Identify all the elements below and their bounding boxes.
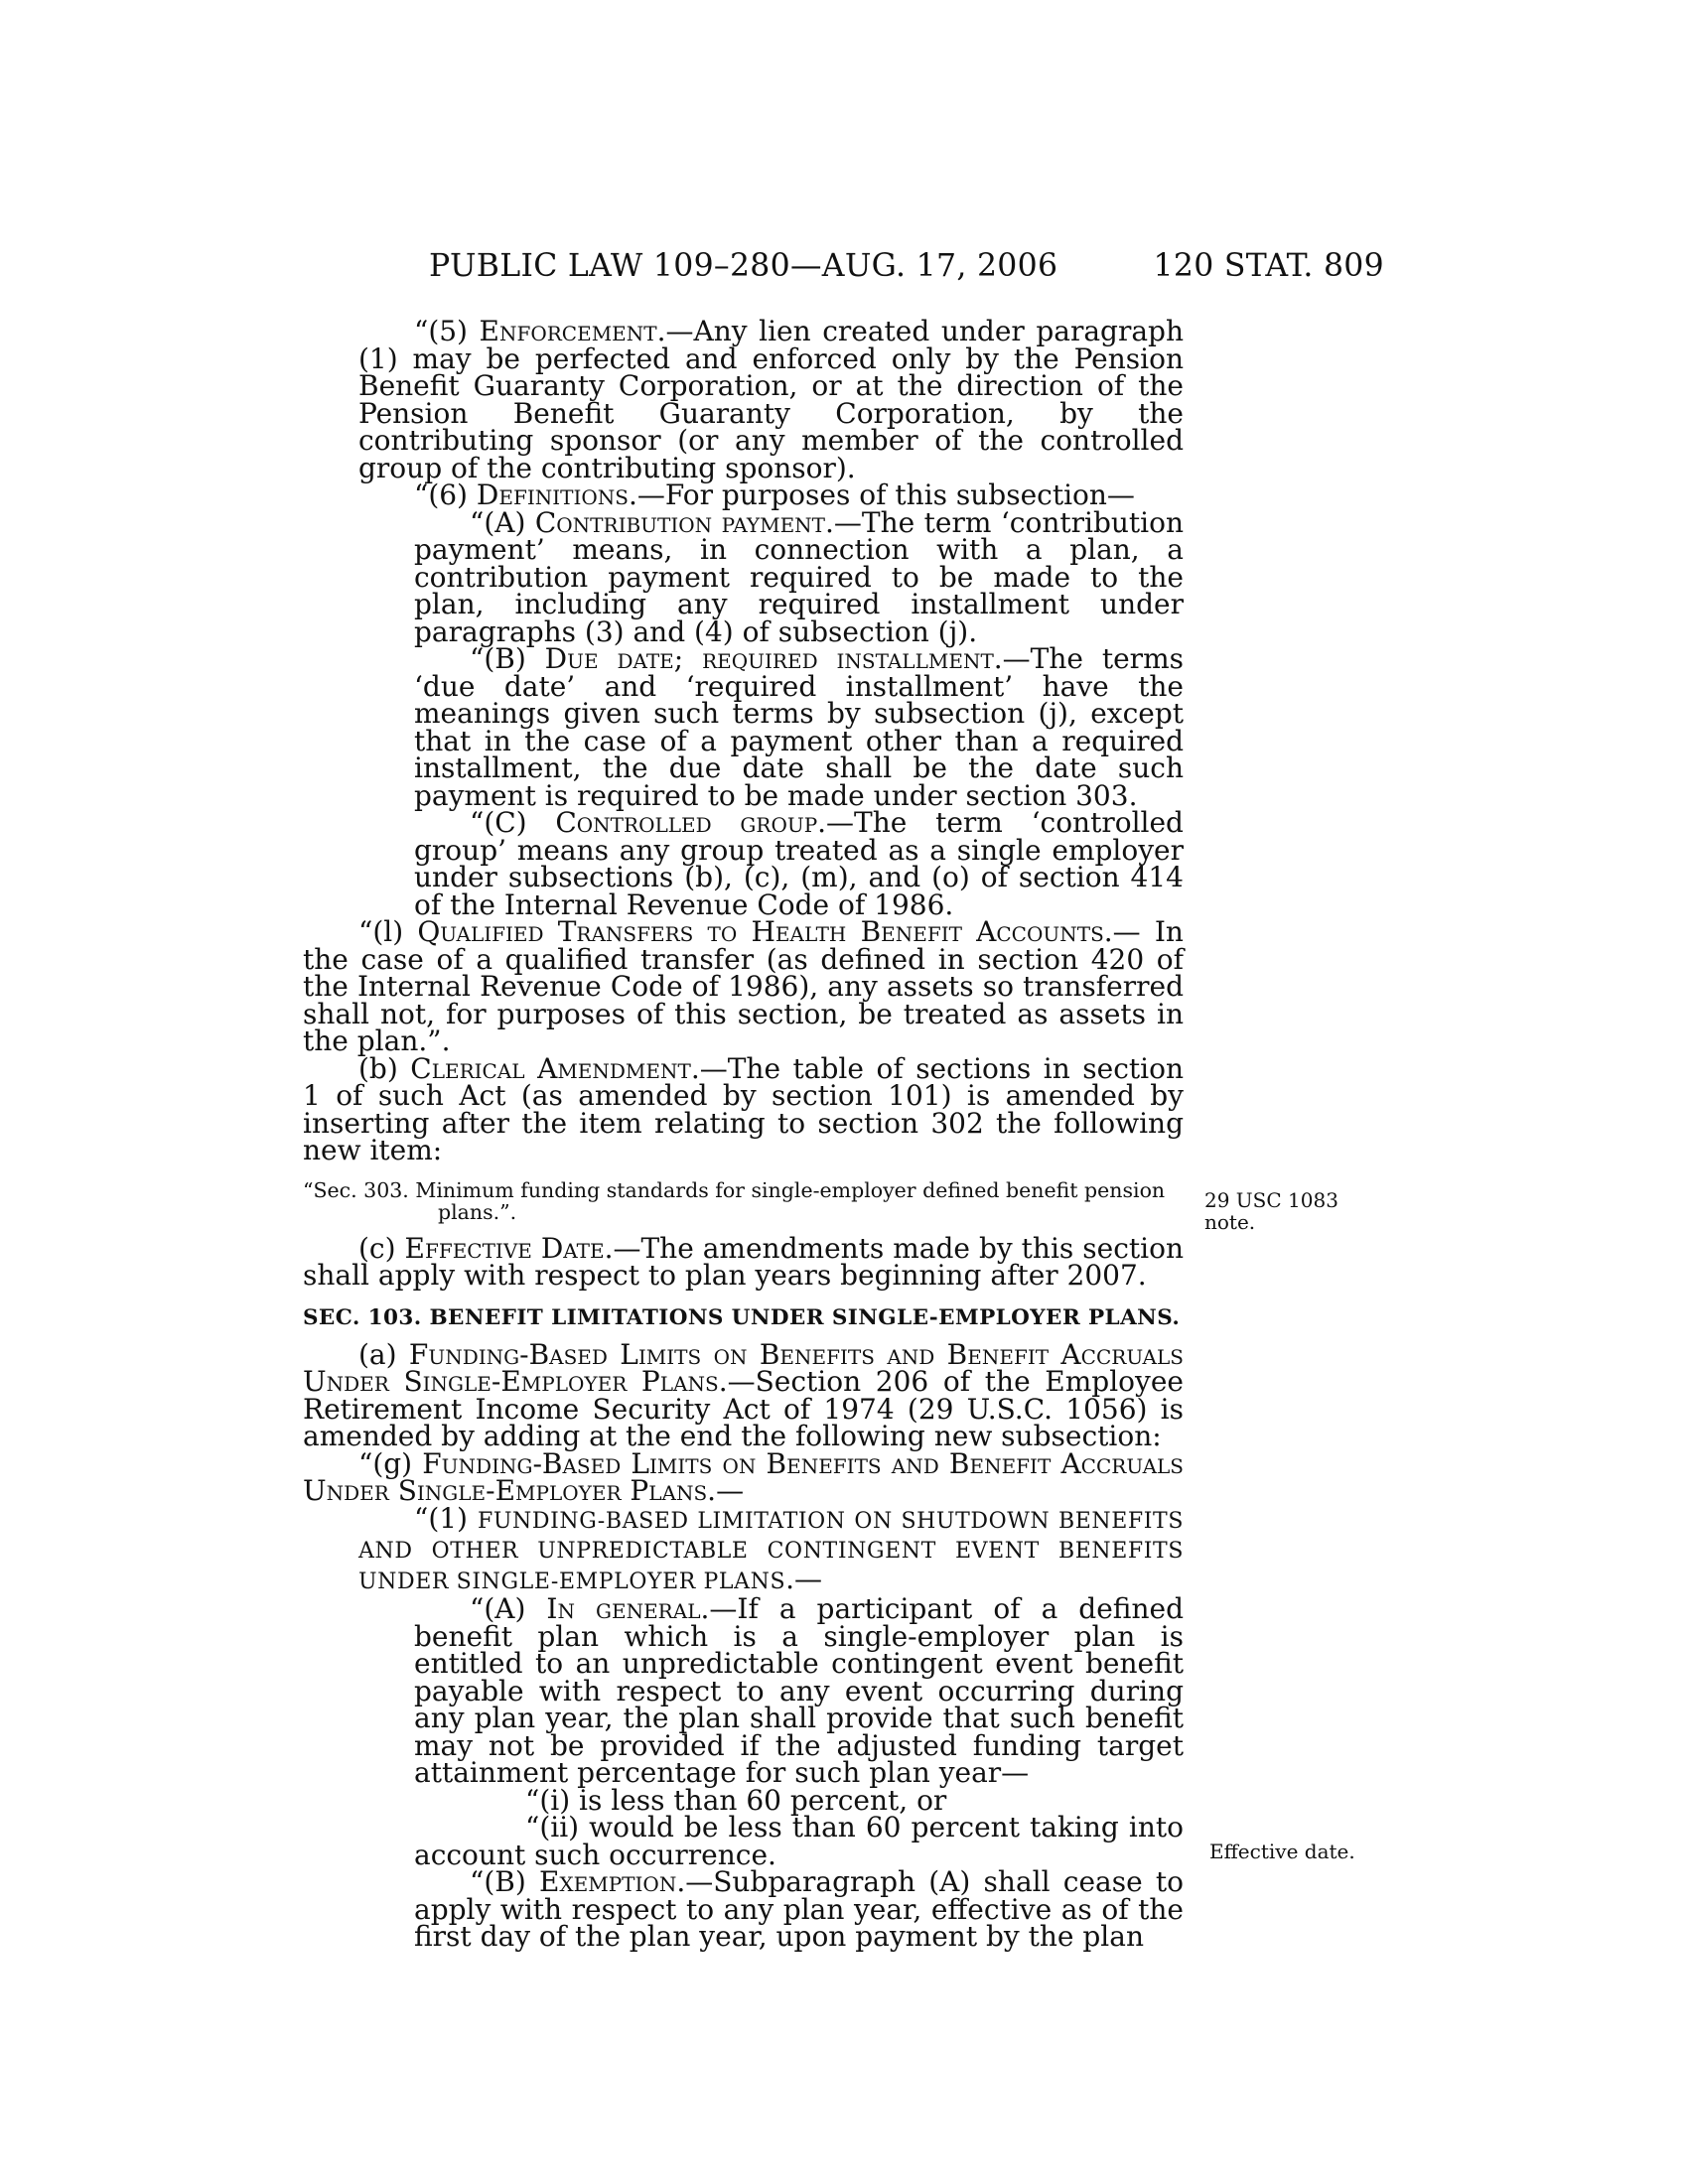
table-of-sections-item bbox=[303, 1179, 1184, 1223]
section-103-heading: SEC. 103. BENEFIT LIMITATIONS UNDER SINGLE-EMPLOYER PLANS. bbox=[303, 1304, 1181, 1330]
subsection-b-clerical-amendment bbox=[303, 1051, 1185, 1166]
para-heading: Effective Date bbox=[404, 1231, 605, 1265]
para-text: .—Section 206 of the Employee Retirement Income Security Act of 1974 (29 U.S.C. 1056) is amended by adding at the end the following new subsection: bbox=[303, 1365, 1184, 1452]
paragraph-6-definitions bbox=[303, 478, 1184, 511]
para-text: .—The term ‘contribution payment’ means, in connection with a plan, a contribution payment required to be made to the plan, including any required installment under paragraphs (3) and (4) of subsection (j). bbox=[414, 505, 1184, 648]
para-text: .—If a participant of a defined benefit plan which is a single-employer plan is entitled to an unpredictable contingent event benefit payable with respect to any event occurring during any plan year, the plan shall provide that such benefit may not be provided if the adjusted funding target attainment percentage for such plan year— bbox=[414, 1592, 1184, 1789]
para-text: .—For purposes of this subsection— bbox=[628, 478, 1135, 511]
para-text: .—The table of sections in section 1 of such Act (as amended by section 101) is amended by inserting after the item relating to section 302 the following new item: bbox=[303, 1051, 1185, 1166]
page-header bbox=[298, 248, 1384, 288]
para-heading: Funding-Based Limits on Benefits and Benefit Accruals Under Single-Employer Plans bbox=[303, 1446, 1184, 1507]
law-text-body bbox=[303, 315, 1185, 1953]
subsection-c-effective-date bbox=[303, 1231, 1184, 1292]
para-text: .—Subparagraph (A) shall cease to apply with respect to any plan year, effective as of the first day of the plan year, upon payment by the plan bbox=[414, 1865, 1184, 1953]
para-number: (c) bbox=[358, 1231, 405, 1265]
table-item-continuation: plans.”. bbox=[438, 1199, 517, 1224]
stat-page-number: 120 STAT. 809 bbox=[1153, 248, 1384, 284]
para-heading: Contribution payment bbox=[534, 505, 826, 539]
clause-i: “(i) is less than 60 percent, or bbox=[525, 1783, 947, 1817]
para-heading: Qualified Transfers to Health Benefit Accounts bbox=[417, 915, 1104, 948]
para-text: .— bbox=[707, 1474, 745, 1507]
para-text: .— bbox=[785, 1562, 823, 1595]
para-number: “(g) bbox=[358, 1446, 423, 1480]
margin-note-line: 29 USC 1083 bbox=[1204, 1188, 1338, 1212]
para-heading: Controlled group bbox=[555, 806, 818, 839]
table-item-line: “Sec. 303. Minimum funding standards for single-employer defined benefit pension bbox=[303, 1177, 1166, 1202]
para-number: “(B) bbox=[470, 642, 545, 675]
margin-note-effective-date: Effective date. bbox=[1209, 1840, 1355, 1863]
subsection-g-funding-based-limits bbox=[303, 1446, 1184, 1507]
para-text: .— In the case of a qualified transfer (as defined in section 420 of the Internal Revenue Code of 1986), any assets so transferred shall not, for purposes of this section, be treated as assets in the plan.”. bbox=[303, 915, 1184, 1057]
para-number: “(1) bbox=[414, 1501, 478, 1535]
para-text: .—The amendments made by this section shall apply with respect to plan years beginning after 2007. bbox=[303, 1231, 1184, 1292]
para-heading: FUNDING-BASED LIMITATION ON SHUTDOWN BENEFITS AND OTHER UNPREDICTABLE CONTINGENT EVENT BENEFITS UNDER SINGLE-EMPLOYER PLANS bbox=[358, 1508, 1184, 1594]
clause-ii: “(ii) would be less than 60 percent taking into account such occurrence. bbox=[414, 1811, 1184, 1871]
subparagraph-6b-due-date bbox=[303, 642, 1184, 812]
para-heading: Due date; required installment bbox=[544, 642, 994, 675]
para-number: “(l) bbox=[358, 915, 418, 948]
para-number: “(6) bbox=[414, 478, 477, 511]
subparagraph-1a-in-general bbox=[303, 1592, 1184, 1789]
paragraph-5-enforcement bbox=[303, 315, 1184, 484]
running-title: PUBLIC LAW 109–280—AUG. 17, 2006 bbox=[429, 248, 1058, 284]
subparagraph-6a-contribution-payment bbox=[303, 505, 1184, 648]
para-number: “(C) bbox=[470, 806, 556, 839]
para-text: .—The term ‘controlled group’ means any group treated as a single employer under subsections (b), (c), (m), and (o) of section 414 of the Internal Revenue Code of 1986. bbox=[414, 806, 1184, 921]
para-number: “(5) bbox=[414, 315, 480, 347]
para-heading: Definitions bbox=[476, 478, 629, 511]
paragraph-1-shutdown-benefits bbox=[303, 1501, 1184, 1596]
para-heading: In general bbox=[546, 1592, 701, 1625]
subsection-l-qualified-transfers bbox=[303, 915, 1184, 1057]
para-number: “(A) bbox=[470, 505, 535, 539]
para-number: (b) bbox=[358, 1051, 411, 1085]
para-heading: Enforcement bbox=[479, 315, 657, 347]
para-number: “(A) bbox=[470, 1592, 547, 1625]
para-text: .—The terms ‘due date’ and ‘required installment’ have the meanings given such terms by subsection (j), except that in the case of a payment other than a required installment, the due date shall be the date such payment is required to be made under section 303. bbox=[414, 642, 1184, 812]
para-number: “(B) bbox=[470, 1865, 539, 1898]
para-heading: Exemption bbox=[538, 1865, 677, 1898]
subsection-a-funding-based-limits bbox=[303, 1337, 1184, 1452]
para-heading: Funding-Based Limits on Benefits and Benefit Accruals Under Single-Employer Plans bbox=[303, 1337, 1184, 1398]
margin-note-line: note. bbox=[1204, 1210, 1256, 1234]
para-number: (a) bbox=[358, 1337, 409, 1371]
subparagraph-6c-controlled-group bbox=[303, 806, 1184, 921]
subparagraph-1b-exemption bbox=[303, 1865, 1184, 1953]
para-heading: Clerical Amendment bbox=[410, 1051, 691, 1085]
margin-note-usc-citation bbox=[1204, 1189, 1338, 1233]
para-text: .—Any lien created under paragraph (1) may be perfected and enforced only by the Pension Benefit Guaranty Corporation, or at the direction of the Pension Benefit Guaranty Corporation, by the contributing sponsor (or any member of the controlled group of the contributing sponsor). bbox=[358, 315, 1184, 484]
